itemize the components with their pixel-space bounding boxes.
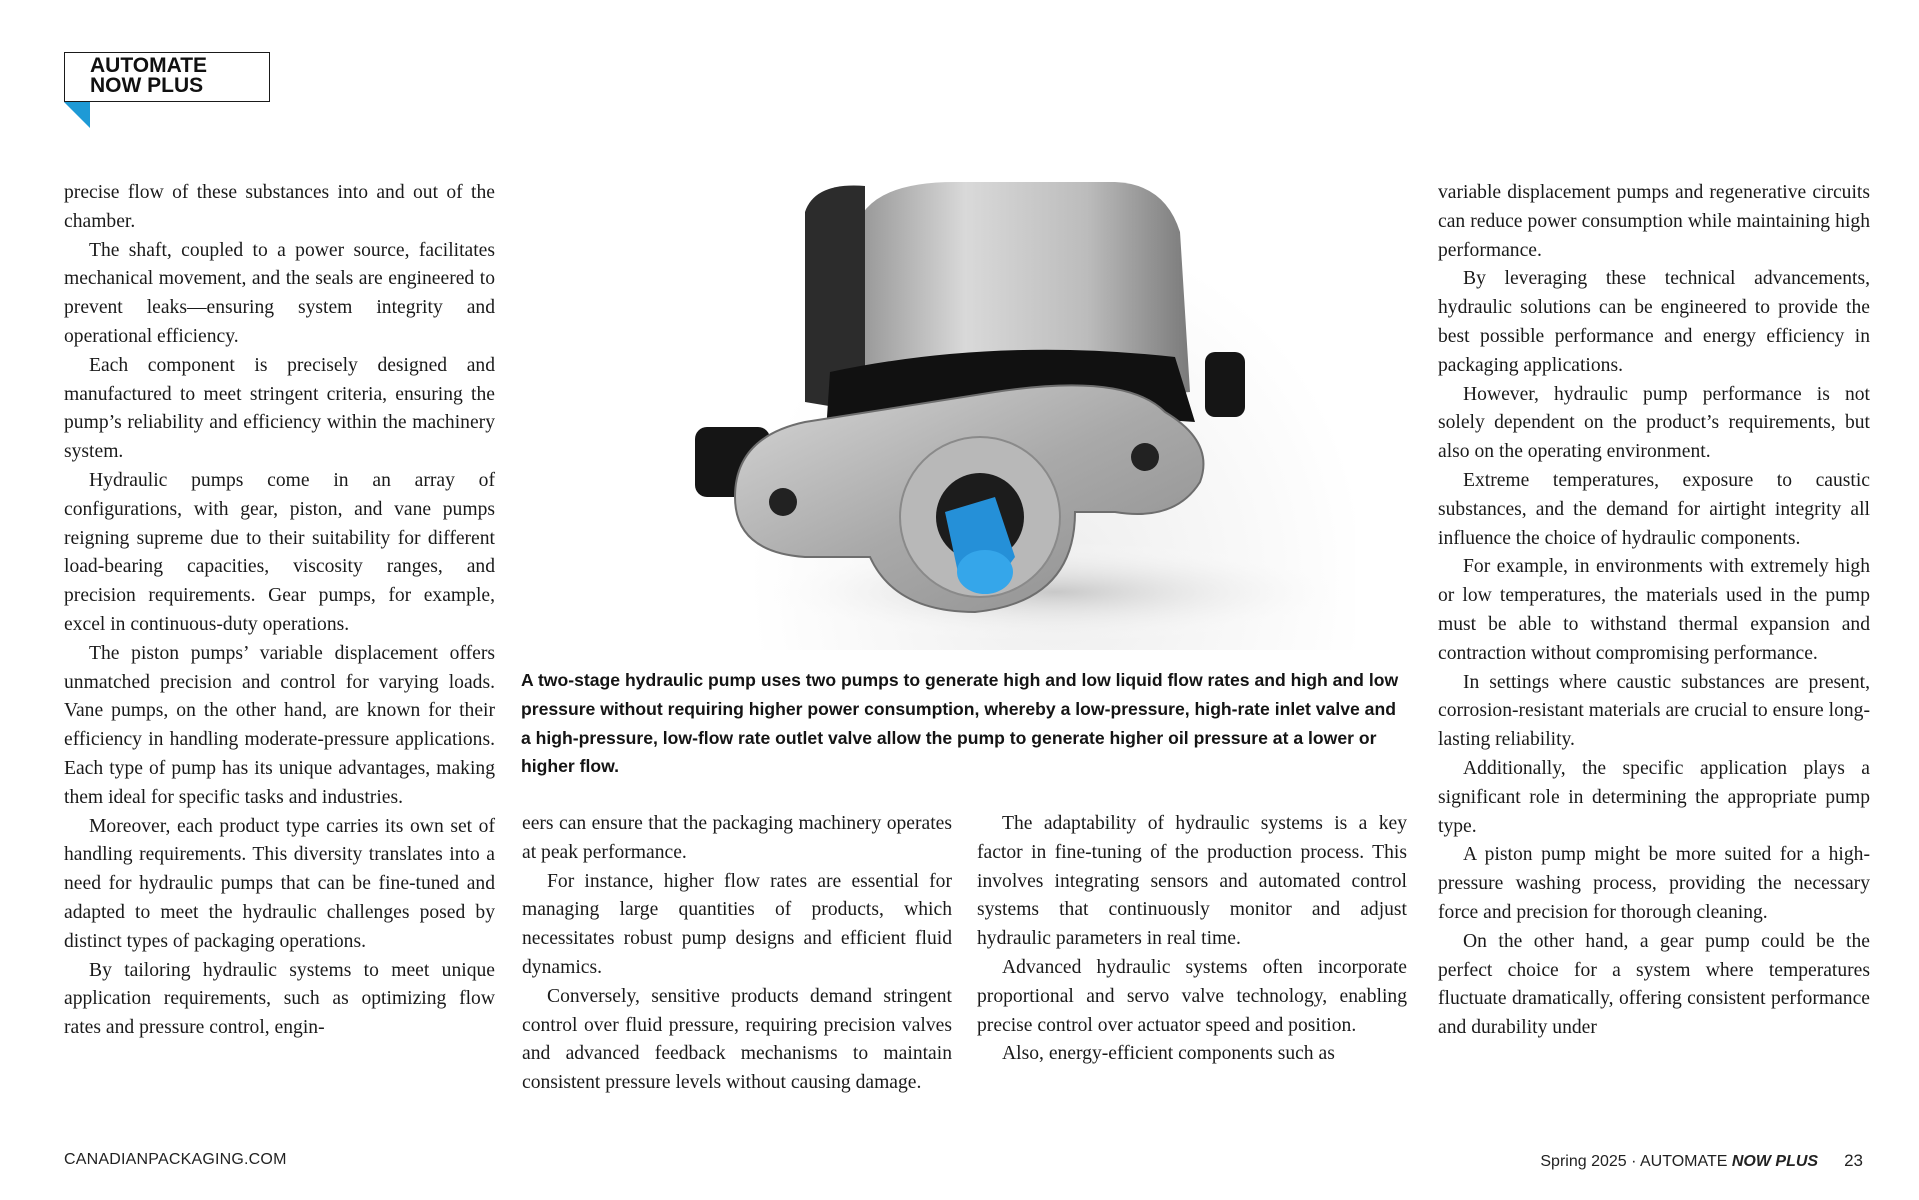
paragraph: The piston pumps’ variable displacement offers unmatched precision and control for varying loads. Vane pumps, on the other hand, are known for their efficiency in handling moderate-pressure applications. Each type of pump has its unique advantages, making them ideal for specific tasks and industries. <box>64 642 495 808</box>
paragraph: variable displacement pumps and regenerative circuits can reduce power consumption while maintaining high performance. <box>1438 182 1870 261</box>
paragraph: On the other hand, a gear pump could be the perfect choice for a system where temperatures fluctuate dramatically, offering consistent performance and durability under <box>1438 930 1870 1039</box>
paragraph: Advanced hydraulic systems often incorporate proportional and servo valve technology, enabling precise control over actuator speed and position. <box>977 956 1407 1036</box>
hydraulic-pump-icon <box>695 172 1355 650</box>
paragraph: The adaptability of hydraulic systems is a key factor in fine-tuning of the production process. This involves integrating sensors and automated control systems that continuously monitor and adjust hydraulic parameters in real time. <box>977 813 1407 950</box>
article-column-4 <box>1438 179 1870 1043</box>
footer-issue: Spring 2025 · AUTOMATE <box>1540 1153 1732 1170</box>
paragraph: Each component is precisely designed and manufactured to meet stringent criteria, ensuring the pump’s reliability and efficiency within the machinery system. <box>64 354 495 463</box>
paragraph: Moreover, each product type carries its own set of handling requirements. This diversity translates into a need for hydraulic pumps that can be fine-tuned and adapted to meet the hydraulic challenges posed by distinct types of packaging operations. <box>64 815 495 952</box>
paragraph: By leveraging these technical advancements, hydraulic solutions can be engineered to provide the best possible performance and energy efficiency in packaging applications. <box>1438 268 1870 376</box>
article-column-2 <box>522 810 952 1098</box>
masthead-line-2: NOW PLUS <box>90 74 204 97</box>
masthead-line-1: AUTOMATE <box>90 54 208 77</box>
paragraph: Conversely, sensitive products demand stringent control over fluid pressure, requiring precision valves and advanced feedback mechanisms to maintain consistent pressure levels without causing damage. <box>522 985 952 1094</box>
figure-caption: A two-stage hydraulic pump uses two pumps to generate high and low liquid flow rates and high and low pressure without requiring higher power consumption, whereby a low-pressure, high-rate inlet valve and a high-pressure, low-flow rate outlet valve allow the pump to generate higher oil pressure at a lower or higher flow. <box>521 670 1399 777</box>
paragraph: In settings where caustic substances are present, corrosion-resistant materials are crucial to ensure long-lasting reliability. <box>1438 671 1870 751</box>
paragraph: eers can ensure that the packaging machinery operates at peak performance. <box>522 813 952 863</box>
paragraph: For instance, higher flow rates are essential for managing large quantities of products, which necessitates robust pump designs and efficient fluid dynamics. <box>522 870 952 978</box>
article-column-3 <box>977 810 1407 1069</box>
paragraph: Extreme temperatures, exposure to caustic substances, and the demand for airtight integrity all influence the choice of hydraulic components. <box>1438 469 1870 549</box>
paragraph: Additionally, the specific application plays a significant role in determining the appropriate pump type. <box>1438 757 1870 837</box>
paragraph: For example, in environments with extremely high or low temperatures, the materials used in the pump must be able to withstand thermal expansion and contraction without compromising performance. <box>1438 556 1870 664</box>
footer-brand: NOW PLUS <box>1731 1153 1819 1170</box>
footer-issue-info <box>1540 1151 1863 1171</box>
pump-photo <box>695 172 1355 650</box>
masthead-logo <box>64 52 270 102</box>
paragraph: Also, energy-efficient components such as <box>1002 1043 1335 1065</box>
masthead-flag-icon <box>64 102 90 128</box>
paragraph: precise flow of these substances into and out of the chamber. <box>64 182 495 232</box>
paragraph: By tailoring hydraulic systems to meet unique application requirements, such as optimizing flow rates and pressure control, engin- <box>64 959 495 1039</box>
paragraph: However, hydraulic pump performance is not solely dependent on the product’s requirements, but also on the operating environment. <box>1438 383 1870 463</box>
paragraph: Hydraulic pumps come in an array of configurations, with gear, piston, and vane pumps reigning supreme due to their suitability for different load-bearing capacities, viscosity ranges, and precision requirements. Gear pumps, for example, excel in continuous-duty operations. <box>64 469 495 635</box>
paragraph: A piston pump might be more suited for a high-pressure washing process, providing the necessary force and precision for thorough cleaning. <box>1438 844 1870 923</box>
article-column-1 <box>64 179 495 1043</box>
footer-site-link[interactable]: CANADIANPACKAGING.COM <box>64 1151 287 1168</box>
paragraph: The shaft, coupled to a power source, facilitates mechanical movement, and the seals are engineered to prevent leaks—ensuring system integrity and operational efficiency. <box>64 239 495 347</box>
page-number: 23 <box>1844 1151 1863 1170</box>
